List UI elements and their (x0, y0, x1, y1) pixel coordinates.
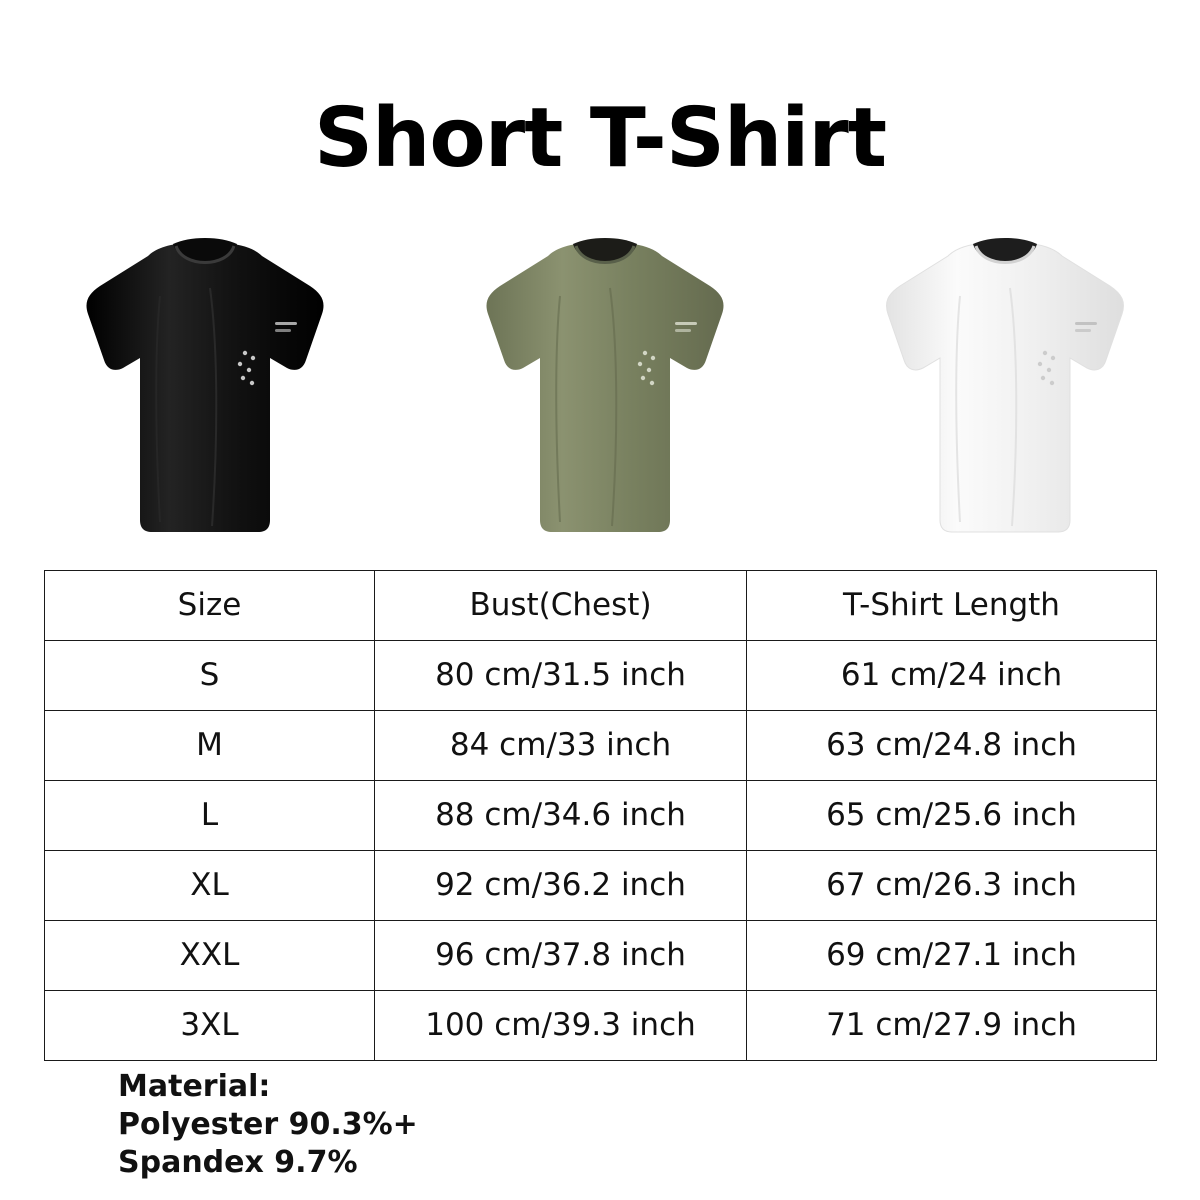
cell-length: 69 cm/27.1 inch (747, 921, 1157, 991)
column-header-length: T-Shirt Length (747, 571, 1157, 641)
cell-bust: 80 cm/31.5 inch (375, 641, 747, 711)
material-spandex: Spandex 9.7% (118, 1145, 358, 1181)
cell-length: 67 cm/26.3 inch (747, 851, 1157, 921)
table-row (45, 711, 1157, 781)
column-header-size: Size (45, 571, 375, 641)
white-t-shirt-icon (860, 238, 1150, 538)
cell-size: XXL (45, 921, 375, 991)
cell-bust: 100 cm/39.3 inch (375, 991, 747, 1061)
black-t-shirt-icon (60, 238, 350, 538)
cell-bust: 96 cm/37.8 inch (375, 921, 747, 991)
cell-size: L (45, 781, 375, 851)
cell-size: S (45, 641, 375, 711)
table-header-row (45, 571, 1157, 641)
cell-bust: 92 cm/36.2 inch (375, 851, 747, 921)
cell-length: 61 cm/24 inch (747, 641, 1157, 711)
material-label: Material: (118, 1069, 271, 1104)
cell-length: 65 cm/25.6 inch (747, 781, 1157, 851)
olive-t-shirt-figure (460, 238, 750, 538)
product-image-row (60, 238, 1150, 548)
table-row (45, 921, 1157, 991)
material-note (118, 1068, 418, 1182)
table-row (45, 991, 1157, 1061)
cell-length: 71 cm/27.9 inch (747, 991, 1157, 1061)
page-title: Short T-Shirt (313, 91, 887, 186)
black-t-shirt-figure (60, 238, 350, 538)
olive-t-shirt-icon (460, 238, 750, 538)
material-polyester: Polyester 90.3%+ (118, 1107, 418, 1143)
cell-bust: 84 cm/33 inch (375, 711, 747, 781)
cell-size: XL (45, 851, 375, 921)
cell-size: M (45, 711, 375, 781)
cell-size: 3XL (45, 991, 375, 1061)
size-chart-table (44, 570, 1157, 1061)
column-header-bust: Bust(Chest) (375, 571, 747, 641)
table-row (45, 781, 1157, 851)
table-row (45, 641, 1157, 711)
table-row (45, 851, 1157, 921)
cell-bust: 88 cm/34.6 inch (375, 781, 747, 851)
white-t-shirt-figure (860, 238, 1150, 538)
cell-length: 63 cm/24.8 inch (747, 711, 1157, 781)
